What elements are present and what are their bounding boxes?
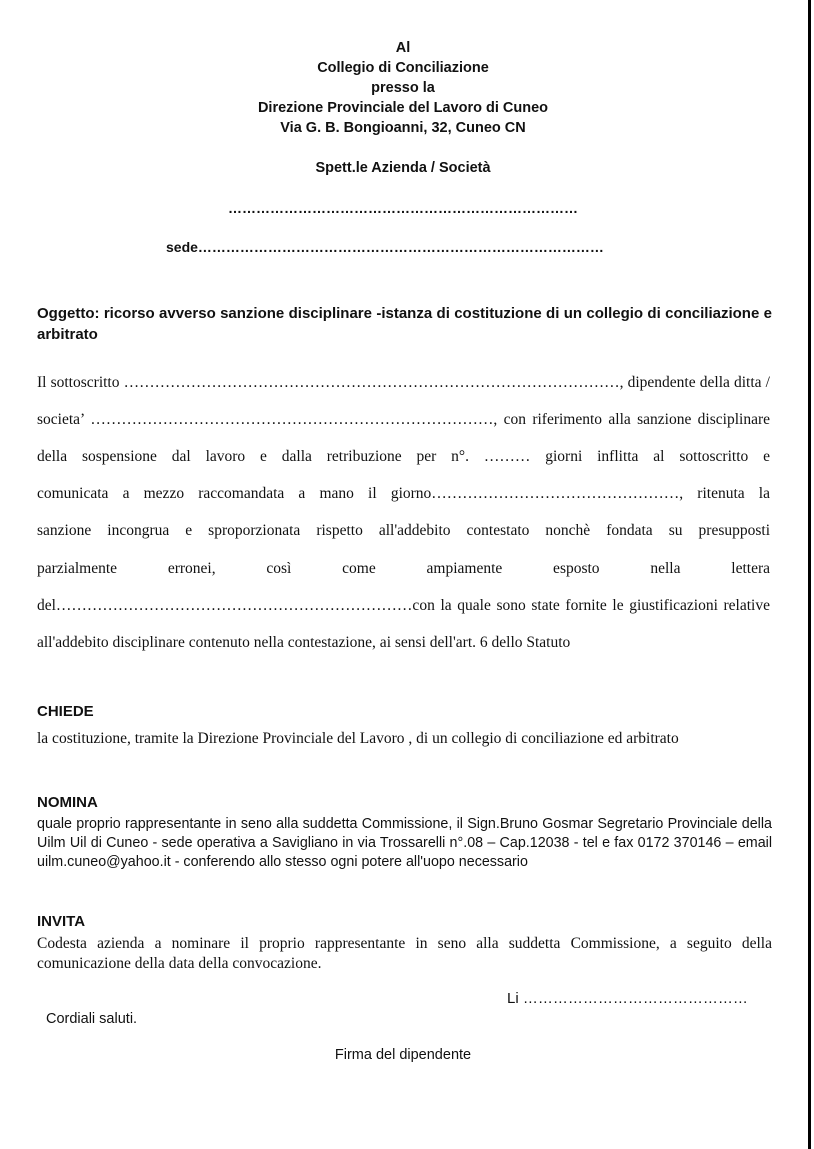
chiede-text: la costituzione, tramite la Direzione Provinciale del Lavoro , di un collegio di conciliazione ed arbitrato: [37, 730, 679, 747]
body-line: societa’ ……………………………………………………………………, con riferimento alla sanzione disciplinare: [37, 411, 770, 428]
body-line: del……………………………………………………………con la quale sono state fornite le giustificazioni relative: [37, 597, 770, 614]
invita-title: INVITA: [37, 913, 86, 930]
company-heading: Spett.le Azienda / Società: [315, 160, 491, 176]
body-line: sanzione incongrua e sproporzionata rispetto all'addebito contestato nonchè fondata su presupposti: [37, 522, 770, 539]
nomina-text: quale proprio rappresentante in seno alla suddetta Commissione, il Sign.Bruno Gosmar Segretario Provinciale della Uilm Uil di Cuneo - sede operativa a Savigliano in via Trossarelli n°.08 – Cap.12038 - tel e fax 0172 370146 – email uilm.cuneo@yahoo.it - conferendo allo stesso ogni potere all'uopo necessario: [37, 816, 772, 870]
recipient-line-1: Al: [395, 40, 411, 56]
body-line: della sospensione dal lavoro e dalla retribuzione per n°. ……… giorni inflitta al sottoscritto e: [37, 448, 770, 465]
subject-line: Oggetto: ricorso avverso sanzione disciplinare -istanza di costituzione di un collegio di conciliazione e arbitrato: [37, 305, 772, 343]
recipient-line-3: presso la: [371, 80, 435, 96]
greeting: Cordiali saluti.: [46, 1011, 138, 1027]
nomina-title: NOMINA: [37, 794, 98, 811]
recipient-line-2: Collegio di Conciliazione: [317, 60, 489, 76]
chiede-title: CHIEDE: [37, 703, 94, 720]
body-line: all'addebito disciplinare contenuto nella contestazione, ai sensi dell'art. 6 dello Statuto: [37, 634, 571, 651]
body-line: comunicata a mezzo raccomandata a mano il giorno…………………………………………, ritenuta la: [37, 485, 770, 502]
body-line: parzialmente erronei, così come ampiamente esposto nella lettera: [37, 560, 770, 577]
page-edge: [808, 0, 811, 1149]
invita-text: Codesta azienda a nominare il proprio rappresentante in seno alla suddetta Commissione, a seguito della comunicazione della data della convocazione.: [37, 935, 772, 972]
company-name-blank: …………………………………………………………………: [228, 200, 578, 216]
recipient-line-5: Via G. B. Bongioanni, 32, Cuneo CN: [280, 120, 526, 136]
signature-label: Firma del dipendente: [334, 1047, 472, 1063]
recipient-line-4: Direzione Provinciale del Lavoro di Cuneo: [257, 100, 549, 116]
company-sede-blank: sede……………………………………………………………………………: [166, 239, 604, 255]
body-line: Il sottoscritto ……………………………………………………………………………………, dipendente della ditta /: [37, 374, 770, 391]
place-date-line: Li ………………………………………: [507, 990, 748, 1007]
